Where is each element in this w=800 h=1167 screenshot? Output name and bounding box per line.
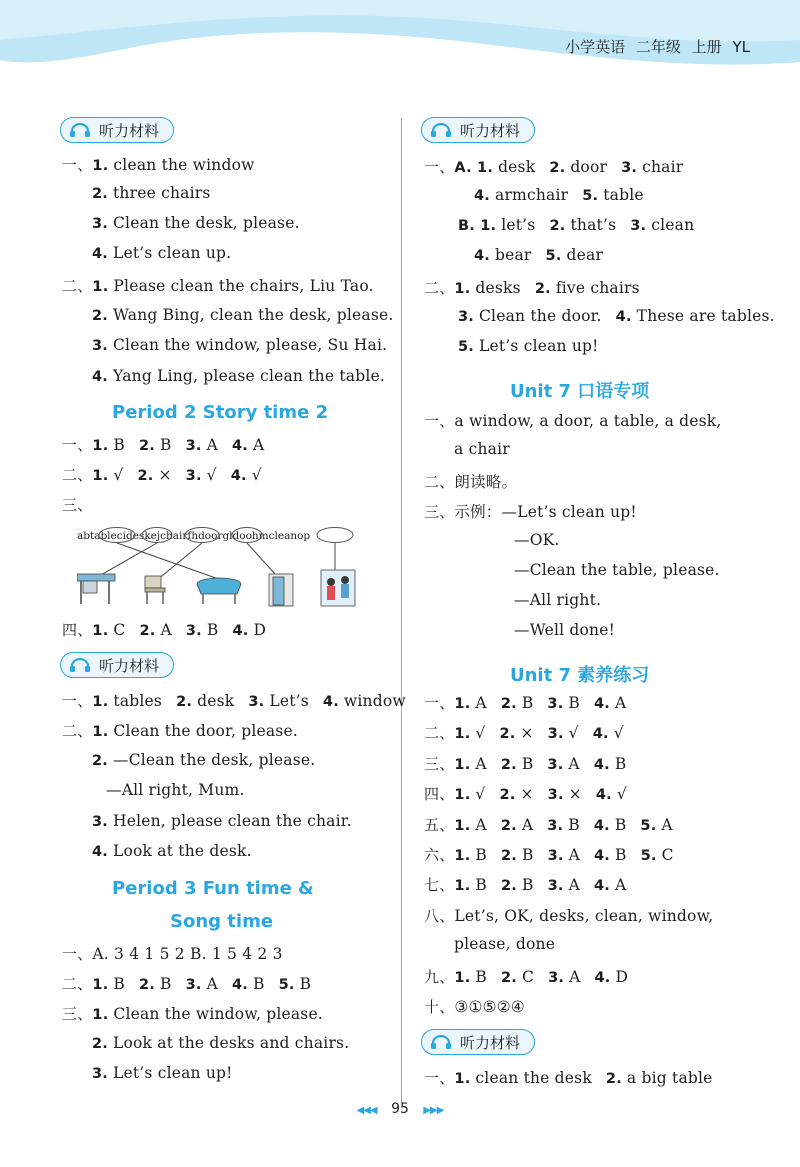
question-prefix: 二、 [62,722,93,740]
item-number: 2. [605,1071,622,1087]
item-number: 4. [592,726,609,742]
letter-strip: abtablecideskejchairfhdoorgldoohmcleanop [77,530,311,542]
item-answer: A [568,755,580,773]
item-answer: B [206,621,219,639]
item-answer: that’s [570,216,617,234]
question-prefix: 五、 [424,816,455,834]
item-answer: chair [642,158,684,176]
answer-line [514,591,601,609]
item-answer: These are tables. [636,307,775,325]
answer-line [454,440,510,458]
question-prefix: 九、 [424,968,455,986]
item-number: 1. [454,970,471,986]
item-text: ③①⑤②④ [454,998,525,1016]
item-answer: let’s [501,216,536,234]
question-prefix: 一、 [424,1069,455,1087]
item-answer: window [343,692,406,710]
item-number: 4. [594,878,610,894]
item-answer: × [158,466,172,484]
item-text: Let’s, OK, desks, clean, window, [454,907,714,925]
item-text: Wang Bing, clean the desk, please. [113,306,394,324]
item-number: 2. [139,438,155,454]
item-answer: dear [566,246,604,264]
item-number: 2. [176,694,193,710]
answer-line [92,336,387,354]
item-answer: C [113,621,126,639]
item-answer: A [661,816,673,834]
item-answer: A [475,694,487,712]
answer-line [92,184,211,202]
item-text: three chairs [113,184,211,202]
item-answer: B [614,755,627,773]
answer-line [424,996,525,1017]
item-answer: table [603,186,644,204]
item-answer: a big table [626,1069,713,1087]
item-number: 3. [185,977,202,993]
answer-line [62,973,311,994]
table-icon [197,578,241,604]
item-answer: B [522,846,534,864]
answer-line [424,1067,713,1088]
section-title: Unit 7 口语专项 [510,381,650,402]
listening-badge [60,117,174,143]
item-answer: B [113,975,125,993]
answer-line [424,844,674,865]
item-number: 1. [92,158,109,174]
listening-badge [421,117,535,143]
item-number: 3. [547,696,564,712]
item-number: 3. [92,338,108,354]
item-text: A. 3 4 1 5 2 B. 1 5 4 2 3 [92,945,283,963]
item-number: 1. [454,1071,471,1087]
item-number: 4. [232,438,248,454]
item-number: 2. [501,848,517,864]
item-number: 5. [640,848,657,864]
question-prefix: 四、 [424,785,455,803]
item-number: 4. [594,970,611,986]
item-answer: C [522,968,535,986]
item-number: 1. [92,279,109,295]
badge-label: 听力材料 [99,657,160,675]
answer-line [92,751,315,769]
item-number: 4. [92,369,108,385]
answer-line [454,935,555,953]
answer-line [514,561,720,579]
header-info [565,36,750,57]
item-number: 1. [92,468,109,484]
item-answer: desks [475,279,521,297]
item-number: 4. [322,694,339,710]
item-answer: B [113,436,125,454]
page-footer [330,1101,470,1117]
headphones-icon [69,123,91,137]
item-number: 3. [548,970,565,986]
item-answer: √ [113,466,124,484]
item-number: 3. [547,878,564,894]
item-text: Look at the desks and chairs. [113,1034,350,1052]
item-number: 5. [458,339,474,355]
item-answer: A [475,816,487,834]
item-number: 1. [454,818,471,834]
answer-line [92,842,252,860]
section-title: Period 2 Story time 2 [112,402,329,423]
item-number: 4. [615,309,632,325]
answer-line [92,306,393,324]
answer-line [514,531,560,549]
item-number: 4. [232,977,248,993]
answer-line [424,470,517,492]
answer-line [424,277,640,298]
answer-line [62,275,374,296]
item-answer: √ [475,724,486,742]
item-number: 2. [137,468,154,484]
badge-label: 听力材料 [460,1034,521,1052]
item-number: 2. [534,281,551,297]
item-answer: A [615,876,627,894]
item-number: 2. [92,186,108,202]
item-number: 1. [454,878,471,894]
item-number: 1. [454,757,471,773]
answer-line [424,966,628,987]
answer-line [92,1064,233,1082]
desk-icon [77,574,115,604]
item-text: —All right, Mum. [106,781,245,799]
item-answer: door [570,158,608,176]
item-answer: five chairs [555,279,640,297]
question-prefix: 十、 [424,998,455,1016]
item-number: 3. [92,1066,108,1082]
item-number: 3. [458,309,474,325]
question-prefix: 二、 [424,724,455,742]
item-text: 朗读略。 [454,473,518,491]
question-prefix: 四、 [62,621,93,639]
answer-line [424,156,683,177]
answer-line [92,244,231,262]
item-answer: × [520,724,534,742]
answer-line [424,410,722,431]
item-number: 1. [92,694,109,710]
item-number: 2. [501,878,517,894]
item-number: 2. [139,977,155,993]
answer-line [424,874,626,895]
item-number: 4. [230,468,247,484]
item-answer: √ [475,785,486,803]
answer-line [474,186,644,204]
question-prefix: 一、 [424,412,455,430]
prev-arrows-icon: ◀◀◀ [356,1105,377,1116]
item-number: 2. [500,818,517,834]
item-text: —All right. [514,591,602,609]
listening-badge [60,652,174,678]
item-answer: A [206,975,218,993]
item-number: 4. [92,844,108,860]
item-number: A. 1. [454,160,494,176]
item-answer: √ [206,466,217,484]
item-number: 4. [594,848,610,864]
item-text: clean the window [113,156,255,174]
answer-line [62,943,283,964]
item-answer: desk [197,692,235,710]
item-number: 1. [454,848,471,864]
header-subject: 小学英语 [565,38,626,56]
question-prefix: 一、 [424,694,455,712]
badge-label: 听力材料 [99,122,160,140]
item-answer: × [520,785,534,803]
answer-line [424,722,624,743]
item-number: 2. [499,726,516,742]
item-text: Let’s clean up! [113,1064,233,1082]
header-volume: 上册 [691,38,722,56]
item-number: 4. [593,818,610,834]
headphones-icon [69,658,91,672]
item-number: 2. [500,696,517,712]
item-answer: A [615,694,627,712]
item-text: Please clean the chairs, Liu Tao. [113,277,374,295]
item-answer: B [614,816,627,834]
item-number: 3. [547,757,564,773]
item-text: —OK. [514,531,560,549]
item-answer: A [568,846,580,864]
answer-line [424,692,626,713]
answer-line [458,307,775,325]
item-text: Clean the window, please. [113,1005,323,1023]
badge-label: 听力材料 [460,122,521,140]
item-answer: √ [616,785,627,803]
item-number: 2. [500,757,517,773]
answer-line [92,1034,349,1052]
question-prefix: 二、 [62,277,93,295]
item-text: a chair [454,440,510,458]
item-number: 3. [92,216,108,232]
item-answer: B [568,816,580,834]
question-prefix: 三、 [62,496,93,514]
item-answer: A [521,816,534,834]
answer-line [62,154,255,175]
item-answer: B [568,694,580,712]
item-number: 3. [185,468,202,484]
question-prefix: 二、 [62,975,93,993]
answer-line [474,246,603,264]
item-text: Clean the door, please. [113,722,298,740]
item-answer: bear [495,246,532,264]
question-prefix: 六、 [424,846,455,864]
item-answer: × [568,785,582,803]
item-number: 3. [248,694,265,710]
answer-line [62,434,264,455]
item-number: 5. [640,818,657,834]
section-title: Period 3 Fun time & [112,878,314,899]
item-text: please, done [454,935,556,953]
answer-line [62,464,262,485]
item-text: —Clean the desk, please. [113,751,316,769]
item-answer: √ [251,466,262,484]
item-number: 1. [454,726,471,742]
item-number: 2. [549,160,566,176]
item-number: 2. [549,218,566,234]
answer-line [458,216,694,234]
item-number: 1. [92,724,109,740]
item-number: 4. [474,188,490,204]
answer-line [92,214,300,232]
next-arrows-icon: ▶▶▶ [423,1105,444,1116]
item-number: 3. [185,438,202,454]
item-text: —Well done! [514,621,616,639]
item-number: 3. [92,814,108,830]
question-prefix: 七、 [424,876,455,894]
item-answer: A [160,621,172,639]
answer-line [92,367,385,385]
question-prefix: 二、 [424,473,455,491]
item-answer: clean [651,216,695,234]
item-number: 1. [92,1007,109,1023]
item-number: 2. [92,308,108,324]
chair-icon [145,576,165,604]
answer-line [106,781,245,799]
item-answer: Clean the door. [479,307,602,325]
question-prefix: 一、 [62,156,93,174]
question-prefix: 二、 [62,466,93,484]
item-answer: C [661,846,674,864]
item-number: 4. [92,246,108,262]
question-prefix: 一、 [62,945,93,963]
item-answer: B [522,876,534,894]
header-grade: 二年级 [635,38,681,56]
answer-line [62,720,298,741]
item-answer: B [160,975,172,993]
item-answer: armchair [495,186,569,204]
item-answer: Let’s clean up! [479,337,599,355]
headphones-icon [430,1035,452,1049]
item-number: 3. [547,818,564,834]
answer-line [62,619,266,640]
item-answer: A [253,436,265,454]
listening-badge [421,1029,535,1055]
question-prefix: 三、 [424,503,455,521]
item-answer: B [475,876,487,894]
page-number: 95 [391,1101,409,1117]
item-number: 3. [630,218,647,234]
item-answer: A [569,968,581,986]
item-number: 2. [499,787,516,803]
item-number: 3. [621,160,638,176]
item-number: 1. [92,438,109,454]
item-answer: B [299,975,312,993]
item-answer: B [253,975,265,993]
item-answer: tables [113,692,163,710]
item-number: 2. [92,1036,108,1052]
answer-line [424,753,626,774]
question-prefix: 八、 [424,907,455,925]
item-number: 4. [594,696,610,712]
door-icon [269,574,293,606]
item-number: 3. [547,848,564,864]
item-text: a window, a door, a table, a desk, [454,412,722,430]
answer-line [424,783,627,804]
item-answer: A [568,876,580,894]
question-prefix: 二、 [424,279,455,297]
item-answer: √ [568,724,579,742]
column-divider [401,118,402,1103]
answer-line [514,621,615,639]
item-answer: Let’s [269,692,309,710]
item-number: 4. [232,623,249,639]
section-title: Unit 7 素养练习 [510,665,650,686]
word-search-figure [77,524,377,614]
item-answer: √ [613,724,624,742]
item-number: 3. [547,787,564,803]
item-text: Let’s clean up. [113,244,232,262]
item-number: 1. [454,696,471,712]
item-answer: B [521,755,534,773]
item-number: 3. [547,726,564,742]
answer-line [424,905,713,926]
item-text: Clean the window, please, Su Hai. [113,336,388,354]
item-number: B. 1. [458,218,497,234]
question-prefix: 三、 [424,755,455,773]
item-number: 2. [92,753,108,769]
item-number: 4. [474,248,490,264]
item-number: 1. [454,281,471,297]
section-title: Song time [170,911,274,932]
item-number: 1. [92,977,109,993]
item-number: 1. [92,623,109,639]
item-number: 4. [595,787,612,803]
answer-line [458,337,599,355]
item-answer: B [615,846,627,864]
answer-line [92,812,352,830]
answer-line [62,690,406,711]
headphones-icon [430,123,452,137]
item-number: 1. [454,787,471,803]
question-prefix: 三、 [62,1005,93,1023]
item-number: 3. [185,623,202,639]
header-edition: YL [732,38,750,56]
item-text: Helen, please clean the chair. [113,812,352,830]
cleaning-icon [321,570,355,606]
item-number: 4. [593,757,610,773]
item-answer: desk [498,158,536,176]
item-number: 5. [278,977,295,993]
item-answer: B [521,694,534,712]
question-prefix: 一、 [424,158,455,176]
item-answer: A [475,755,487,773]
item-text: Clean the desk, please. [113,214,300,232]
item-answer: B [475,846,487,864]
answer-line [424,814,673,835]
item-text: Look at the desk. [113,842,252,860]
item-answer: D [615,968,629,986]
item-number: 2. [139,623,156,639]
question-prefix: 一、 [62,692,93,710]
item-number: 5. [545,248,562,264]
question-prefix: 一、 [62,436,93,454]
item-number: 5. [582,188,599,204]
item-answer: A [206,436,218,454]
answer-line [424,500,637,522]
item-answer: B [160,436,172,454]
item-answer: D [253,621,267,639]
item-text: 示例：—Let’s clean up! [454,503,637,521]
item-answer: clean the desk [475,1069,592,1087]
answer-line [62,1003,323,1024]
item-text: —Clean the table, please. [514,561,720,579]
item-answer: B [475,968,487,986]
item-text: Yang Ling, please clean the table. [113,367,385,385]
item-number: 2. [501,970,517,986]
